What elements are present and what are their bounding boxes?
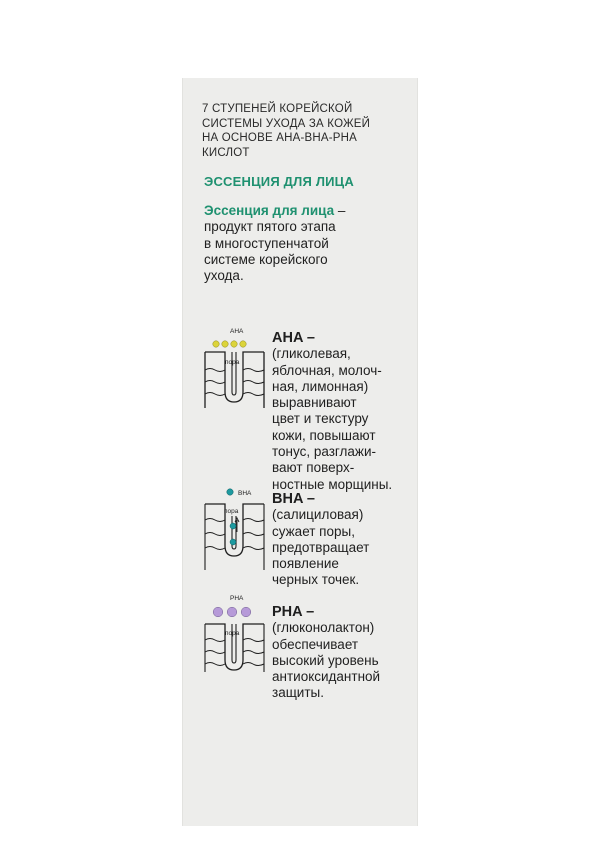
bha-description	[272, 491, 412, 589]
header-line: 7 СТУПЕНЕЙ КОРЕЙСКОЙ	[202, 103, 353, 115]
pha-name: PHA –	[272, 604, 315, 620]
aha-description	[272, 330, 412, 493]
pha-icon-label: PHA	[230, 595, 244, 602]
intro-line: продукт пятого этапа	[204, 219, 336, 235]
intro-line: в многоступенчатой	[204, 235, 329, 251]
aha-line: кожи, повышают	[272, 427, 376, 443]
section-title: ЭССЕНЦИЯ ДЛЯ ЛИЦА	[204, 174, 354, 189]
intro-lead: Эссенция для лица	[204, 203, 335, 218]
bha-name: BHA –	[272, 491, 315, 507]
aha-line: ная, лимонная)	[272, 378, 369, 394]
intro-text	[204, 203, 400, 284]
aha-line: яблочная, молоч-	[272, 362, 382, 378]
aha-pore-icon	[202, 322, 266, 408]
bha-line: (салициловая)	[272, 507, 364, 523]
header-text	[202, 102, 402, 160]
bha-line: появление	[272, 556, 339, 572]
aha-line: (гликолевая,	[272, 346, 351, 362]
aha-icon-label: AHA	[230, 328, 244, 335]
pha-pore-icon	[202, 592, 266, 672]
aha-line: цвет и текстуру	[272, 411, 369, 427]
aha-line: ностные морщины.	[272, 476, 393, 492]
intro-line: системе корейского	[204, 251, 328, 267]
pha-line: высокий уровень	[272, 652, 379, 668]
bha-line: предотвращает	[272, 539, 370, 555]
header-line: НА ОСНОВЕ AHA-BHA-PHA	[202, 132, 358, 144]
pha-description	[272, 604, 412, 702]
pha-line: (глюконолактон)	[272, 620, 375, 636]
aha-name: AHA –	[272, 330, 315, 346]
bha-icon-label: BHA	[238, 490, 252, 497]
aha-pore-label: пора	[225, 359, 240, 366]
header-line: КИСЛОТ	[202, 146, 250, 159]
pha-line: защиты.	[272, 685, 324, 701]
bha-line: черных точек.	[272, 572, 360, 588]
aha-line: выравнивают	[272, 395, 357, 411]
aha-line: вают поверх-	[272, 460, 355, 476]
bha-pore-icon	[202, 484, 266, 570]
intro-line: –	[334, 203, 346, 218]
pha-line: антиоксидантной	[272, 669, 381, 685]
aha-line: тонус, разглажи-	[272, 444, 376, 460]
bha-line: сужает поры,	[272, 523, 355, 539]
intro-line: ухода.	[204, 268, 244, 284]
bha-pore-label: пора	[224, 508, 239, 515]
pha-line: обеспечивает	[272, 636, 359, 652]
header-line: СИСТЕМЫ УХОДА ЗА КОЖЕЙ	[202, 117, 371, 130]
pha-pore-label: пора	[225, 630, 240, 637]
